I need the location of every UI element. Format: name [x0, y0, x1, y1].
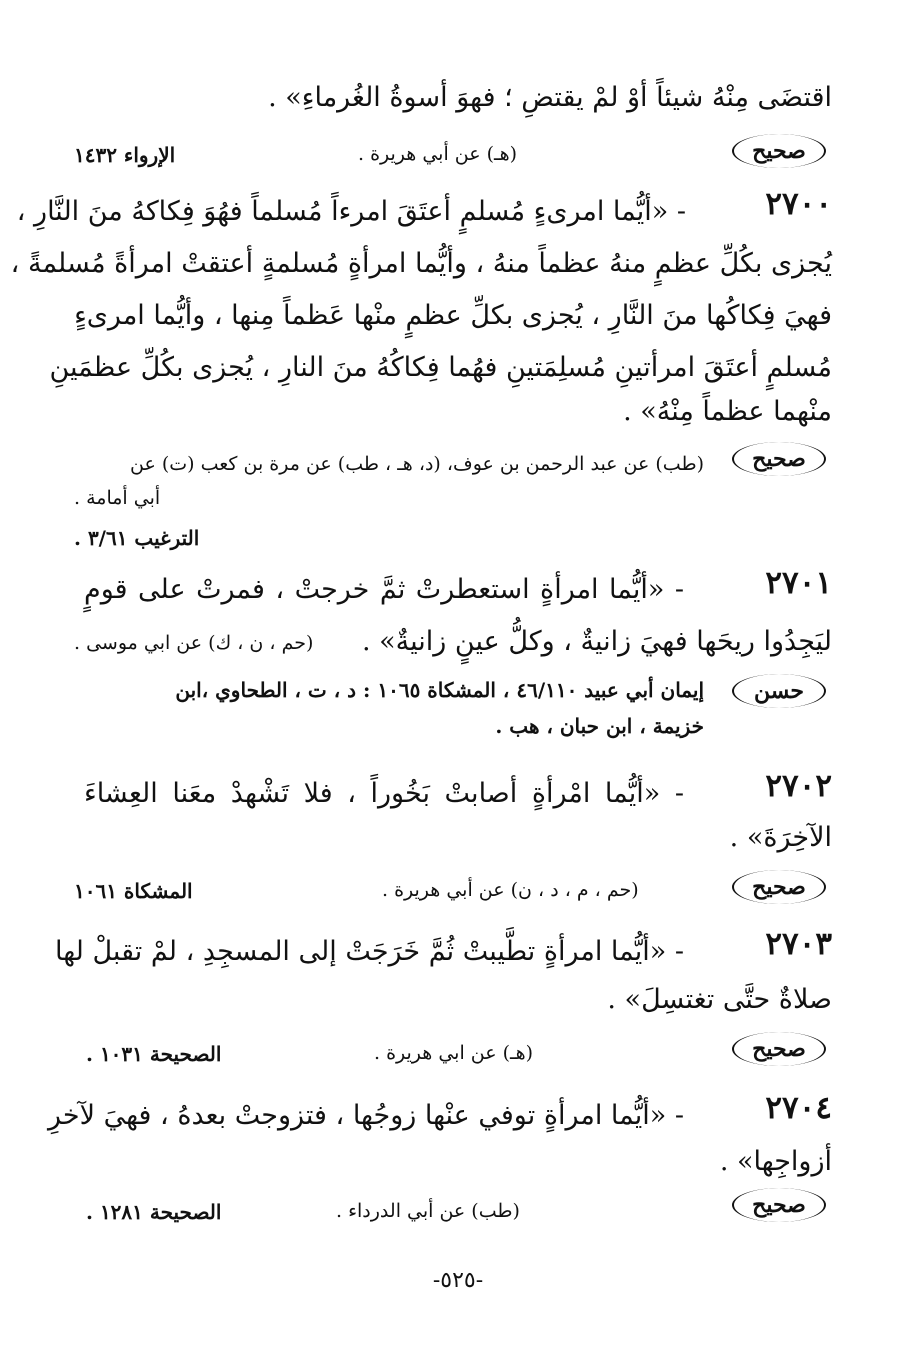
hadith-source: (حم ، م ، د ، ن) عن أبي هريرة .	[382, 879, 639, 901]
reference: خزيمة ، ابن حبان ، هب .	[495, 714, 704, 738]
grade-badge: صحيح	[736, 1036, 822, 1062]
hadith-text-line: - «أيُّما امرأةٍ تطَّيبتْ ثُمَّ خَرَجَتْ إلى المسجِدِ ، لمْ تقبلْ لها	[55, 936, 684, 967]
text-line: اقتضَى مِنْهُ شيئاً أوْ لمْ يقتضِ ؛ فهوَ أسوةُ الغُرماءِ» .	[268, 82, 832, 113]
hadith-number: ٢٧٠٤	[765, 1090, 832, 1126]
reference: الصحيحة ١٢٨١ .	[86, 1200, 222, 1224]
hadith-source: (هـ) عن أبي هريرة .	[358, 143, 518, 165]
reference: الإرواء ١٤٣٢	[74, 143, 176, 167]
reference: إيمان أبي عبيد ٤٦/١١٠ ، المشكاة ١٠٦٥ : د ، ت ، الطحاوي ،ابن	[175, 678, 704, 702]
hadith-number: ٢٧٠٣	[765, 926, 832, 962]
hadith-text-line: ليَجِدُوا ريحَها فهيَ زانيةٌ ، وكلُّ عينٍ زانيةٌ» .	[361, 626, 832, 657]
hadith-text-line: - «أيُّما امْرأةٍ أصابتْ بَخُوراً ، فلا تَشْهدْ معَنا العِشاءَ	[84, 778, 684, 809]
hadith-text-line: - «أيُّما امرأةٍ استعطرتْ ثمَّ خرجتْ ، فمرتْ على قومٍ	[84, 574, 684, 605]
hadith-number: ٢٧٠١	[765, 565, 832, 601]
grade-badge: صحيح	[736, 446, 822, 472]
hadith-text-line: يُجزى بكُلِّ عظمٍ منهُ عظماً منهُ ، وأيُّما امرأةٍ مُسلمةٍ أعتقتْ امرأةً مُسلمةً ،	[10, 248, 832, 279]
grade-badge: حسن	[736, 678, 822, 704]
hadith-text-line: - «أيُّما امرىءٍ مُسلمٍ أعتَقَ امرءاً مُسلماً فهُوَ فِكاكهُ منَ النَّارِ ،	[16, 196, 686, 227]
hadith-source: (حم ، ن ، ك) عن ابي موسى .	[74, 632, 314, 654]
hadith-source: أبي أمامة .	[74, 487, 161, 509]
hadith-number: ٢٧٠٢	[765, 768, 832, 804]
hadith-source: (هـ) عن ابي هريرة .	[374, 1042, 534, 1064]
grade-badge: صحيح	[736, 874, 822, 900]
hadith-text-line: منْهما عظماً مِنْهُ» .	[623, 396, 832, 427]
hadith-source: (طب) عن أبي الدرداء .	[336, 1200, 520, 1222]
reference: الترغيب ٣/٦١ .	[74, 526, 200, 550]
hadith-text-line: - «أيُّما امرأةٍ توفي عنْها زوجُها ، فتزوجتْ بعدهُ ، فهيَ لآخرِ	[48, 1100, 684, 1131]
page-number: -٥٢٥-	[432, 1268, 484, 1293]
hadith-source: (طب) عن عبد الرحمن بن عوف، (د، هـ ، طب) عن مرة بن كعب (ت) عن	[130, 453, 704, 475]
grade-badge: صحيح	[736, 1192, 822, 1218]
reference: المشكاة ١٠٦١	[74, 879, 193, 903]
grade-badge: صحيح	[736, 138, 822, 164]
hadith-text-line: صلاةٌ حتَّى تغتسِلَ» .	[607, 984, 832, 1015]
hadith-text-line: أزواجِها» .	[719, 1146, 832, 1177]
reference: الصحيحة ١٠٣١ .	[86, 1042, 222, 1066]
hadith-text-line: مُسلمٍ أعتَقَ امرأتينِ مُسلِمَتينِ فهُما فِكاكُهُ منَ النارِ ، يُجزى بكُلِّ عظمَينِ	[49, 352, 832, 383]
hadith-text-line: الآخِرَةَ» .	[729, 822, 832, 853]
hadith-text-line: فهيَ فِكاكُها منَ النَّارِ ، يُجزى بكلِّ عظمٍ منْها عَظماً مِنها ، وأيُّما امرىءٍ	[74, 300, 832, 331]
hadith-number: ٢٧٠٠	[765, 186, 832, 222]
